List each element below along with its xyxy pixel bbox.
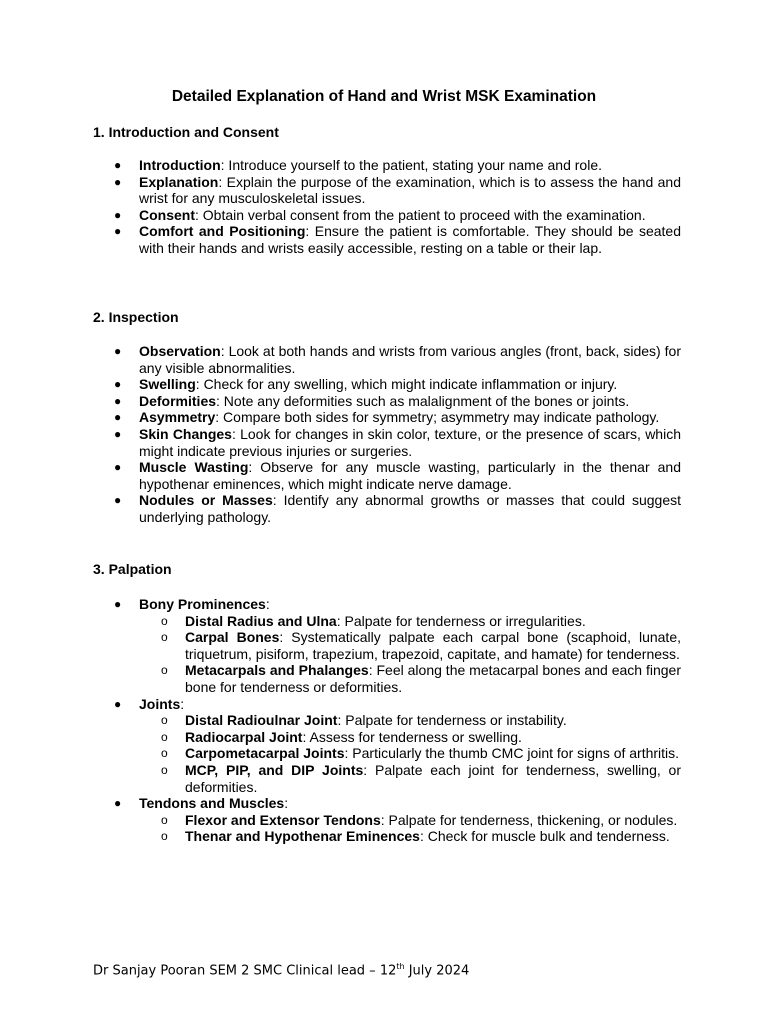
list-item: ● Nodules or Masses: Identify any abnormal growths or masses that could suggest underlying pathology.	[114, 492, 681, 525]
list-item: ● Bony Prominences: o Distal Radius and Ulna: Palpate for tenderness or irregularities. o Carpal Bones: Systematically palpate each carpal bone (scaphoid, lunate, triquetrum, pisiform, trapezium, trapezoid, capitate, and hamate) for tenderness. o Metacarpals and Phalanges: Feel along the metacarpal bones and each finger bone for tenderness or deformities.	[114, 596, 681, 695]
section-heading: 3. Palpation	[93, 561, 172, 577]
sub-list-item: o Radiocarpal Joint: Assess for tenderness or swelling.	[161, 728, 522, 745]
bullet-list	[93, 596, 681, 845]
list-item: ● Explanation: Explain the purpose of the examination, which is to assess the hand and wrist for any musculoskeletal issues.	[114, 173, 681, 207]
list-item: ● Comfort and Positioning: Ensure the patient is comfortable. They should be seated with their hands and wrists easily accessible, resting on a table or their lap.	[114, 223, 681, 256]
page-footer: Dr Sanjay Pooran SEM 2 SMC Clinical lead – 12th July 2024	[93, 962, 470, 979]
list-item: ● Tendons and Muscles: o Flexor and Extensor Tendons: Palpate for tenderness, thickening, or nodules. o Thenar and Hypothenar Eminences: Check for muscle bulk and tenderness.	[93, 795, 681, 845]
section-introduction	[93, 124, 681, 257]
sub-list-item: o Distal Radioulnar Joint: Palpate for tenderness or instability.	[161, 712, 567, 729]
list-item: ● Asymmetry: Compare both sides for symmetry; asymmetry may indicate pathology.	[114, 409, 660, 426]
list-item: ● Deformities: Note any deformities such as malalignment of the bones or joints.	[114, 392, 630, 409]
sub-list	[139, 712, 681, 795]
list-item: ● Muscle Wasting: Observe for any muscle wasting, particularly in the thenar and hypothenar eminences, which might indicate nerve damage.	[114, 459, 681, 492]
sub-list-item: o Flexor and Extensor Tendons: Palpate for tenderness, thickening, or nodules.	[161, 811, 678, 828]
list-item: ● Introduction: Introduce yourself to the patient, stating your name and role.	[114, 157, 602, 173]
sub-list-item: o MCP, PIP, and DIP Joints: Palpate each joint for tenderness, swelling, or deformities.	[161, 761, 682, 795]
list-item: ● Observation: Look at both hands and wrists from various angles (front, back, sides) for any visible abnormalities.	[114, 343, 681, 376]
list-item: ● Skin Changes: Look for changes in skin color, texture, or the presence of scars, which might indicate previous injuries or surgeries.	[114, 425, 681, 459]
section-heading: 2. Inspection	[93, 309, 179, 325]
sub-list-item: o Distal Radius and Ulna: Palpate for tenderness or irregularities.	[161, 612, 586, 629]
sub-list	[139, 613, 681, 696]
sub-list-item: o Metacarpals and Phalanges: Feel along the metacarpal bones and each finger bone for tenderness or deformities.	[161, 662, 681, 695]
sub-list-item: o Thenar and Hypothenar Eminences: Check for muscle bulk and tenderness.	[161, 828, 670, 845]
list-item: ● Consent: Obtain verbal consent from the patient to proceed with the examination.	[114, 206, 646, 223]
section-heading: 1. Introduction and Consent	[93, 124, 279, 140]
list-item: ● Swelling: Check for any swelling, which might indicate inflammation or injury.	[114, 376, 618, 393]
sub-list-item: o Carpometacarpal Joints: Particularly the thumb CMC joint for signs of arthritis.	[161, 745, 680, 762]
bullet-list	[93, 157, 681, 257]
section-inspection	[93, 309, 681, 526]
list-item: ● Joints: o Distal Radioulnar Joint: Palpate for tenderness or instability. o Radiocarpal Joint: Assess for tenderness or swelling. o Carpometacarpal Joints: Particularly the thumb CMC joint for signs of arthritis. o MCP, PIP, and DIP Joints: Palpate each joint for tenderness, swelling, or deformities.	[114, 695, 682, 795]
sub-list	[139, 812, 681, 845]
document-title: Detailed Explanation of Hand and Wrist MSK Examination	[171, 88, 597, 105]
bullet-list	[93, 343, 681, 526]
section-palpation	[93, 561, 681, 845]
sub-list-item: o Carpal Bones: Systematically palpate each carpal bone (scaphoid, lunate, triquetrum, pisiform, trapezium, trapezoid, capitate, and hamate) for tenderness.	[161, 629, 681, 662]
